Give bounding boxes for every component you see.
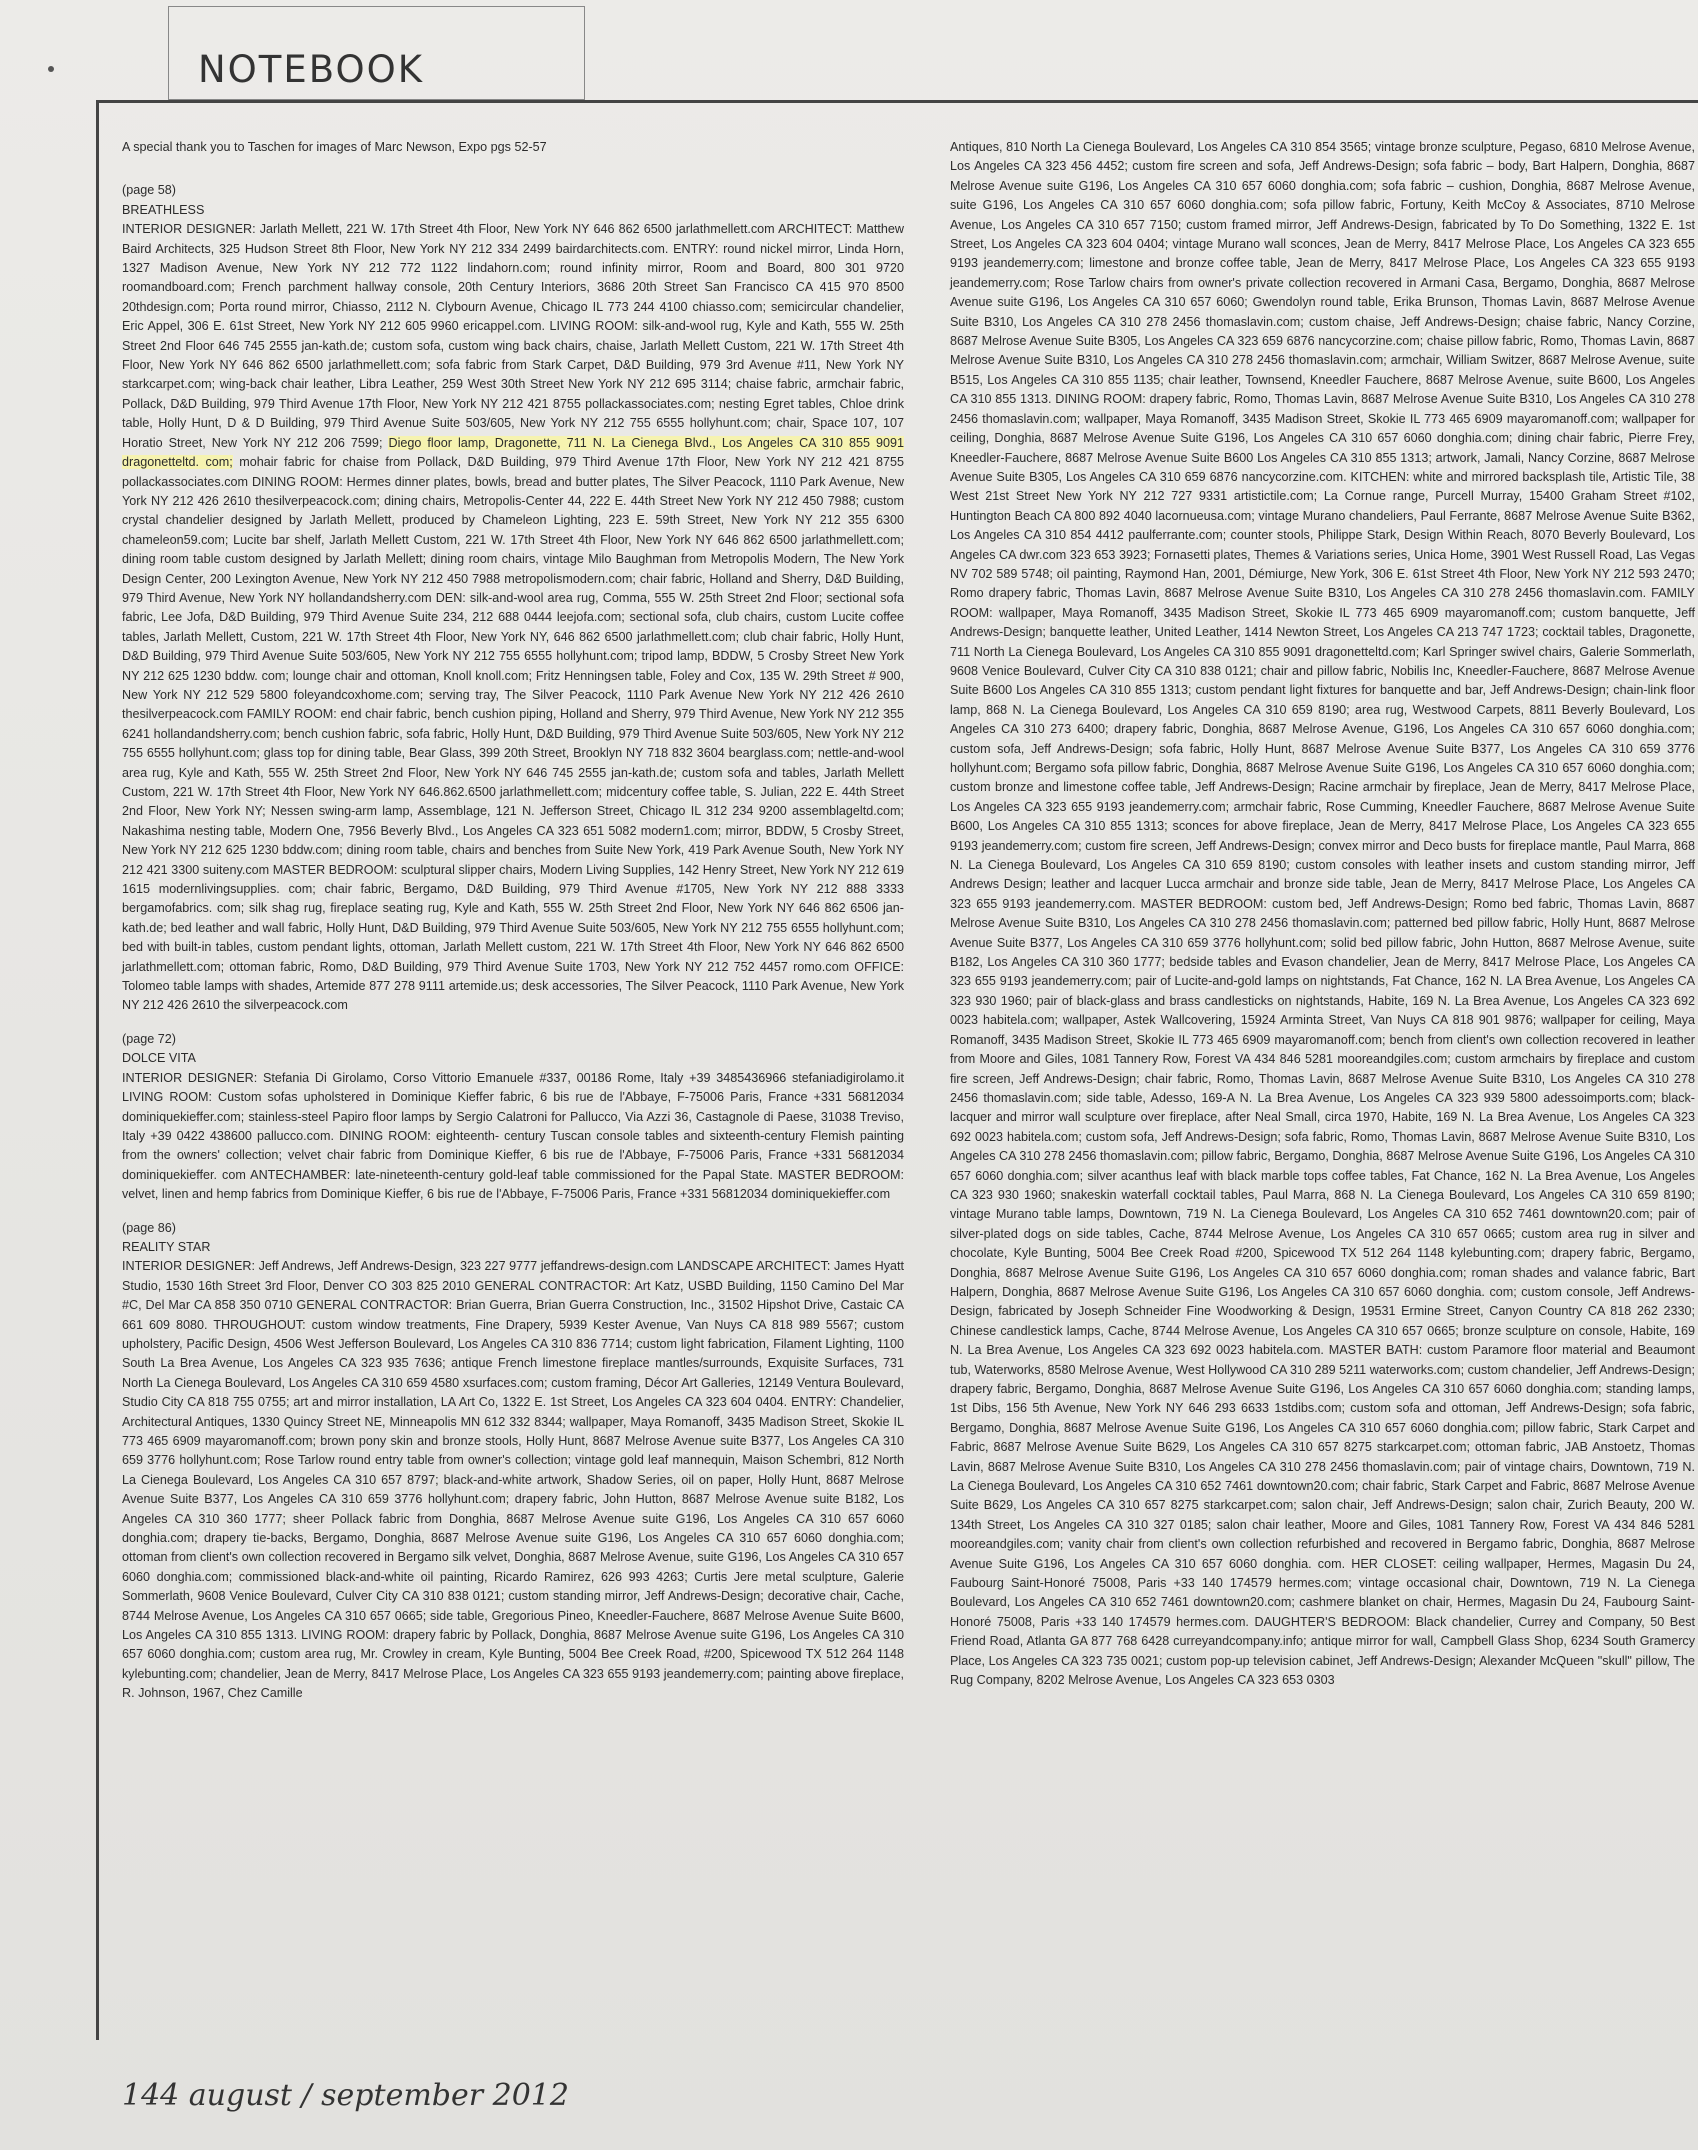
- right-column: [950, 138, 1695, 1691]
- left-column: [122, 138, 904, 1718]
- section-body: INTERIOR DESIGNER: Jeff Andrews, Jeff Andrews-Design, 323 227 9777 jeffandrews-design.com LANDSCAPE ARCHITECT: James Hyatt Studio, 1530 16th Street 3rd Floor, Denver CO 303 825 2010 GENERAL CONTRACTOR: Art Katz, USBD Building, 1150 Camino Del Mar #C, Del Mar CA 858 350 0710 GENERAL CONTRACTOR: Brian Guerra, Brian Guerra Construction, Inc., 31502 Hipshot Drive, Castaic CA 661 609 8080. THROUGHOUT: custom window treatments, Fine Drapery, 5939 Kester Avenue, Van Nuys CA 818 989 5567; custom upholstery, Pacific Design, 4506 West Jefferson Boulevard, Los Angeles CA 310 836 7714; custom light fabrication, Filament Lighting, 1100 South La Brea Avenue, Los Angeles CA 323 935 7636; antique French limestone fireplace mantles/surrounds, Exquisite Surfaces, 731 North La Cienega Boulevard, Los Angeles CA 310 659 4580 xsurfaces.com; custom framing, Décor Art Galleries, 12149 Ventura Boulevard, Studio City CA 818 755 0755; art and mirror installation, LA Art Co, 1322 E. 1st Street, Los Angeles CA 323 604 0404. ENTRY: Chandelier, Architectural Antiques, 1330 Quincy Street NE, Minneapolis MN 612 332 8344; wallpaper, Maya Romanoff, 3435 Madison Street, Skokie IL 773 465 6909 mayaromanoff.com; brown pony skin and bronze stools, Holly Hunt, 8687 Melrose Avenue suite B377, Los Angeles CA 310 659 3776 hollyhunt.com; Rose Tarlow round entry table from owner's collection; vintage gold leaf mannequin, Maison Schembri, 812 North La Cienega Boulevard, Los Angeles CA 310 657 8797; black-and-white artwork, Shadow Series, oil on paper, Holly Hunt, 8687 Melrose Avenue Suite B377, Los Angeles CA 310 659 3776 hollyhunt.com; drapery fabric, John Hutton, 8687 Melrose Avenue suite B182, Los Angeles CA 310 360 1777; sheer Pollack fabric from Donghia, 8687 Melrose Avenue suite G196, Los Angeles CA 310 657 6060 donghia.com; drapery tie-backs, Bergamo, Donghia, 8687 Melrose Avenue suite G196, Los Angeles CA 310 657 6060 donghia.com; ottoman from client's own collection recovered in Bergamo silk velvet, Donghia, 8687 Melrose Avenue, suite G196, Los Angeles CA 310 657 6060 donghia.com; commissioned black-and-white oil painting, Ricardo Ramirez, 626 993 4263; Curtis Jere metal sculpture, Galerie Sommerlath, 9608 Venice Boulevard, Culver City CA 310 838 0121; custom standing mirror, Jeff Andrews-Design; decorative chair, Cache, 8744 Melrose Avenue, Los Angeles CA 310 657 0665; side table, Gregorious Pineo, Kneedler-Fauchere, 8687 Melrose Avenue Suite B600, Los Angeles CA 310 855 1313. LIVING ROOM: drapery fabric by Pollack, Donghia, 8687 Melrose Avenue suite G196, Los Angeles CA 310 657 6060 donghia.com; custom area rug, Mr. Crowley in cream, Kyle Bunting, 5004 Bee Creek Road, #200, Spicewood TX 512 264 1148 kylebunting.com; chandelier, Jean de Merry, 8417 Melrose Place, Los Angeles CA 323 655 9193 jeandemerry.com; painting above fireplace, R. Johnson, 1967, Chez Camille: [122, 1259, 904, 1701]
- page-title: NOTEBOOK: [198, 48, 425, 91]
- section-breathless: [122, 181, 904, 1015]
- section-reality-star: [122, 1219, 904, 1704]
- page-dot: [48, 66, 54, 72]
- section-body: INTERIOR DESIGNER: Stefania Di Girolamo, Corso Vittorio Emanuele #337, 00186 Rome, Italy +39 3485436966 stefaniadigirolamo.it LIVING ROOM: Custom sofas upholstered in Dominique Kieffer fabric, 6 bis rue de l'Abbaye, F-75006 Paris, France +331 56812034 dominiquekieffer.com; stainless-steel Papiro floor lamps by Sergio Calatroni for Pallucco, Via Azzi 36, Castagnole di Paese, 31038 Treviso, Italy +39 0422 438600 pallucco.com. DINING ROOM: eighteenth- century Tuscan console tables and sixteenth-century Flemish painting from the owners' collection; velvet chair fabric from Dominique Kieffer, 6 bis rue de l'Abbaye, F-75006 Paris, France +331 56812034 dominiquekieffer. com ANTECHAMBER: late-nineteenth-century gold-leaf table commissioned for the Papal State. MASTER BEDROOM: velvet, linen and hemp fabrics from Dominique Kieffer, 6 bis rue de l'Abbaye, F-75006 Paris, France +331 56812034 dominiquekieffer.com: [122, 1070, 904, 1202]
- section-dolce-vita: [122, 1030, 904, 1205]
- section-title: BREATHLESS: [122, 202, 205, 217]
- section-body-part: INTERIOR DESIGNER: Jarlath Mellett, 221 W. 17th Street 4th Floor, New York NY 646 862 6500 jarlathmellett.com ARCHITECT: Matthew Baird Architects, 325 Hudson Street 8th Floor, New York NY 212 334 2499 bairdarchitects.com. ENTRY: round nickel mirror, Linda Horn, 1327 Madison Avenue, New York NY 212 772 1122 lindahorn.com; round infinity mirror, Room and Board, 800 301 9720 roomandboard.com; French parchment hallway console, 20th Century Interiors, 3686 20th Street San Francisco CA 415 970 8500 20thdesign.com; Porta round mirror, Chiasso, 2112 N. Clybourn Avenue, Chicago IL 773 244 4100 chiasso.com; semicircular chandelier, Eric Appel, 306 E. 61st Street, New York NY 212 605 9960 ericappel.com. LIVING ROOM: silk-and-wool rug, Kyle and Kath, 555 W. 25th Street 2nd Floor 646 745 2555 jan-kath.de; custom sofa, custom wing back chairs, chaise, Jarlath Mellett Custom, 221 W. 17th Street 4th Floor, New York NY 646 862 6500 jarlathmellett.com; sofa fabric from Stark Carpet, D&D Building, 979 3rd Avenue #11, New York NY starkcarpet.com; wing-back chair leather, Libra Leather, 259 West 30th Street New York NY 212 695 3114; chaise fabric, armchair fabric, Pollack, D&D Building, 979 Third Avenue 17th Floor, New York NY 212 421 8755 pollackassociates.com; nesting Egret tables, Chloe drink table, Holly Hunt, D & D Building, 979 Third Avenue Suite 503/605, New York NY 212 755 6555 hollyhunt.com; chair, Space 107, 107 Horatio Street, New York NY 212 206 7599;: [122, 222, 904, 450]
- section-title: DOLCE VITA: [122, 1051, 196, 1066]
- section-body: [122, 220, 904, 1016]
- section-title: REALITY STAR: [122, 1239, 211, 1254]
- highlighted-text: Diego floor lamp, Dragonette, 711 N. La Cienega Blvd., Los Angeles CA 310 855 9091 dragonetteltd. com;: [122, 435, 905, 470]
- intro-credit: A special thank you to Taschen for images of Marc Newson, Expo pgs 52-57: [122, 140, 547, 154]
- section-page-ref: (page 86): [122, 1220, 176, 1235]
- section-page-ref: (page 72): [122, 1031, 176, 1046]
- section-page-ref: (page 58): [122, 183, 176, 198]
- right-column-text: Antiques, 810 North La Cienega Boulevard, Los Angeles CA 310 854 3565; vintage bronze sculpture, Pegaso, 6810 Melrose Avenue, Los Angeles CA 323 456 4452; custom fire screen and sofa, Jeff Andrews-Design; sofa fabric – body, Bart Halpern, Donghia, 8687 Melrose Avenue suite G196, Los Angeles CA 310 657 6060 donghia.com; sofa fabric – cushion, Donghia, 8687 Melrose Avenue, suite G196, Los Angeles CA 310 657 6060 donghia.com; sofa pillow fabric, Fortuny, Keith McCoy & Associates, 8710 Melrose Avenue, Los Angeles CA 310 657 7150; custom framed mirror, Jeff Andrews-Design, fabricated by To Do Something, 1322 E. 1st Street, Los Angeles CA 323 604 0404; vintage Murano wall sconces, Jean de Merry, 8417 Melrose Place, Los Angeles CA 323 655 9193 jeandemerry.com; limestone and bronze coffee table, Jean de Merry, 8417 Melrose Place, Los Angeles CA 323 655 9193 jeandemerry.com; Rose Tarlow chairs from owner's private collection recovered in Armani Casa, Bergamo, Donghia, 8687 Melrose Avenue suite G196, Los Angeles CA 310 657 6060; Gwendolyn round table, Erika Brunson, Thomas Lavin, 8687 Melrose Avenue Suite B310, Los Angeles CA 310 278 2456 thomaslavin.com; custom chaise, Jeff Andrews-Design; chaise fabric, Nancy Corzine, 8687 Melrose Avenue Suite B305, Los Angeles CA 323 659 6876 nancycorzine.com; chaise pillow fabric, Romo, Thomas Lavin, 8687 Melrose Avenue Suite B310, Los Angeles CA 310 278 2456 thomaslavin.com; armchair, William Switzer, 8687 Melrose Avenue, suite B515, Los Angeles CA 310 855 1135; chair leather, Townsend, Kneedler Fauchere, 8687 Melrose Avenue, suite B600, Los Angeles CA 310 855 1313. DINING ROOM: drapery fabric, Romo, Thomas Lavin, 8687 Melrose Avenue Suite B310, Los Angeles CA 310 278 2456 thomaslavin.com; wallpaper, Maya Romanoff, 3435 Madison Street, Skokie IL 773 465 6909 mayaromanoff.com; wallpaper for ceiling, Donghia, 8687 Melrose Avenue Suite G196, Los Angeles CA 310 657 6060 donghia.com; dining chair fabric, Pierre Frey, Kneedler-Fauchere, 8687 Melrose Avenue Suite B600 Los Angeles CA 310 855 1313; artwork, Jamali, Nancy Corzine, 8687 Melrose Avenue Suite B305, Los Angeles CA 310 659 6876 nancycorzine.com. KITCHEN: white and mirrored backsplash tile, Artistic Tile, 38 West 21st Street New York NY 212 727 9331 artistictile.com; La Cornue range, Purcell Murray, 15400 Graham Street #102, Huntington Beach CA 800 892 4040 lacornueusa.com; vintage Murano chandeliers, Paul Ferrante, 8687 Melrose Avenue Suite B362, Los Angeles CA 310 854 4412 paulferrante.com; counter stools, Philippe Stark, Design Within Reach, 8070 Beverly Boulevard, Los Angeles CA dwr.com 323 653 3923; Fornasetti plates, Themes & Variations series, Unica Home, 3901 West Russell Road, Las Vegas NV 702 589 5748; oil painting, Raymond Han, 2001, Démiurge, New York, 306 E. 61st Street 4th Floor, New York NY 212 593 2470; Romo drapery fabric, Thomas Lavin, 8687 Melrose Avenue Suite B310, Los Angeles CA 310 278 2456 thomaslavin.com. FAMILY ROOM: wallpaper, Maya Romanoff, 3435 Madison Street, Skokie IL 773 465 6909 mayaromanoff.com; custom banquette, Jeff Andrews-Design; banquette leather, United Leather, 1414 Newton Street, Los Angeles CA 213 747 1723; cocktail tables, Dragonette, 711 North La Cienega Boulevard, Los Angeles CA 310 855 9091 dragonetteltd.com; Karl Springer swivel chairs, Galerie Sommerlath, 9608 Venice Boulevard, Culver City CA 310 838 0121; chair and pillow fabric, Nobilis Inc, Kneedler-Fauchere, 8687 Melrose Avenue Suite B600 Los Angeles CA 310 855 1313; custom pendant light fixtures for banquette and bar, Jeff Andrews-Design; chain-link floor lamp, 868 N. La Cienega Boulevard, Los Angeles CA 310 659 8190; area rug, Westwood Carpets, 8811 Beverly Boulevard, Los Angeles CA 310 273 6400; drapery fabric, Donghia, 8687 Melrose Avenue, G196, Los Angeles CA 310 657 6060 donghia.com; custom sofa, Jeff Andrews-Design; sofa fabric, Holly Hunt, 8687 Melrose Avenue Suite B377, Los Angeles CA 310 659 3776 hollyhunt.com; Bergamo sofa pillow fabric, Donghia, 8687 Melrose Avenue Suite G196, Los Angeles CA 310 657 6060 donghia.com; custom bronze and limestone coffee table, Jeff Andrews-Design; Racine armchair by fireplace, Jean de Merry, 8417 Melrose Place, Los Angeles CA 323 655 9193 jeandemerry.com; armchair fabric, Rose Cumming, Kneedler Fauchere, 8687 Melrose Avenue Suite B600, Los Angeles CA 310 855 1313; sconces for above fireplace, Jean de Merry, 8417 Melrose Place, Los Angeles CA 323 655 9193 jeandemerry.com; custom fire screen, Jeff Andrews-Design; convex mirror and Deco busts for fireplace mantle, Paul Marra, 868 N. La Cienega Boulevard, Los Angeles CA 310 659 8190; custom consoles with leather insets and custom standing mirror, Jeff Andrews Design; leather and lacquer Lucca armchair and bronze side table, Jean de Merry, 8417 Melrose Place, Los Angeles CA 323 655 9193 jeandemerry.com. MASTER BEDROOM: custom bed, Jeff Andrews-Design; Romo bed fabric, Thomas Lavin, 8687 Melrose Avenue Suite B310, Los Angeles CA 310 278 2456 thomaslavin.com; patterned bed pillow fabric, Holly Hunt, 8687 Melrose Avenue Suite B377, Los Angeles CA 310 659 3776 hollyhunt.com; solid bed pillow fabric, John Hutton, 8687 Melrose Avenue, suite B182, Los Angeles CA 310 360 1777; bedside tables and Evason chandelier, Jean de Merry, 8417 Melrose Place, Los Angeles CA 323 655 9193 jeandemerry.com; pair of Lucite-and-gold lamps on nightstands, Fat Chance, 162 N. LA Brea Avenue, Los Angeles CA 323 930 1960; pair of black-glass and brass candlesticks on nightstands, Habite, 169 N. La Brea Avenue, Los Angeles CA 323 692 0023 habitela.com; wallpaper, Astek Wallcovering, 15924 Arminta Street, Van Nuys CA 818 901 9876; wallpaper for ceiling, Maya Romanoff, 3435 Madison Street, Skokie IL 773 465 6909 mayaromanoff.com; bench from client's own collection recovered in leather from Moore and Giles, 1081 Tannery Row, Forest VA 434 846 5281 mooreandgiles.com; custom armchairs by fireplace and custom fire screen, Jeff Andrews-Design; chair fabric, Romo, Thomas Lavin, 8687 Melrose Avenue Suite B310, Los Angeles CA 310 278 2456 thomaslavin.com; side table, Adesso, 169-A N. La Brea Avenue, Los Angeles CA 323 939 5800 adessoimports.com; black-lacquer and mirror wall sculpture over fireplace, after Neal Small, circa 1970, Habite, 169 N. La Brea Avenue, Los Angeles CA 323 692 0023 habitela.com; custom sofa, Jeff Andrews-Design; sofa fabric, Romo, Thomas Lavin, 8687 Melrose Avenue Suite B310, Los Angeles CA 310 278 2456 thomaslavin.com; pillow fabric, Bergamo, Donghia, 8687 Melrose Avenue Suite G196, Los Angeles CA 310 657 6060 donghia.com; silver acanthus leaf with black marble tops coffee tables, Fat Chance, 162 N. La Brea Avenue, Los Angeles CA 323 930 1960; snakeskin waterfall cocktail tables, Paul Marra, 868 N. La Cienega Boulevard, Los Angeles CA 310 659 8190; vintage Murano table lamps, Downtown, 719 N. La Cienega Boulevard, Los Angeles CA 310 652 7461 downtown20.com; pair of silver-plated dogs on side tables, Cache, 8744 Melrose Avenue, Los Angeles CA 310 657 0665; custom area rug in silver and chocolate, Kyle Bunting, 5004 Bee Creek Road #200, Spicewood TX 512 264 1148 kylebunting.com; drapery fabric, Bergamo, Donghia, 8687 Melrose Avenue Suite G196, Los Angeles CA 310 657 6060 donghia.com; roman shades and valance fabric, Bart Halpern, Donghia, 8687 Melrose Avenue Suite G196, Los Angeles CA 310 657 6060 donghia. com; custom console, Jeff Andrews-Design, fabricated by Joseph Schneider Fine Woodworking & Design, 19531 Ermine Street, Canyon Country CA 818 262 2330; Chinese candlestick lamps, Cache, 8744 Melrose Avenue, Los Angeles CA 310 657 0665; bronze sculpture on console, Habite, 169 N. La Brea Avenue, Los Angeles CA 323 692 0023 habitela.com. MASTER BATH: custom Paramore floor material and Beaumont tub, Waterworks, 8580 Melrose Avenue, West Hollywood CA 310 289 5211 waterworks.com; custom chandelier, Jeff Andrews-Design; drapery fabric, Bergamo, Donghia, 8687 Melrose Avenue Suite G196, Los Angeles CA 310 657 6060 donghia.com; standing lamps, 1st Dibs, 156 5th Avenue, New York NY 646 293 6633 1stdibs.com; custom sofa and ottoman, Jeff Andrews-Design; sofa fabric, Bergamo, Donghia, 8687 Melrose Avenue Suite G196, Los Angeles CA 310 657 6060 donghia.com; pillow fabric, Stark Carpet and Fabric, 8687 Melrose Avenue Suite B629, Los Angeles CA 310 657 8275 starkcarpet.com; ottoman fabric, JAB Anstoetz, Thomas Lavin, 8687 Melrose Avenue Suite B310, Los Angeles CA 310 278 2456 thomaslavin.com; pair of vintage chairs, Downtown, 719 N. La Cienega Boulevard, Los Angeles CA 310 652 7461 downtown20.com; chair fabric, Stark Carpet and Fabric, 8687 Melrose Avenue Suite B629, Los Angeles CA 310 657 8275 starkcarpet.com; salon chair, Jeff Andrews-Design; salon chair, Zurich Beauty, 200 W. 134th Street, Los Angeles CA 310 327 0185; salon chair leather, Moore and Giles, 1081 Tannery Row, Forest VA 434 846 5281 mooreandgiles.com; vanity chair from client's own collection refurbished and recovered in Bergamo fabric, Donghia, 8687 Melrose Avenue Suite G196, Los Angeles CA 310 657 6060 donghia. com. HER CLOSET: ceiling wallpaper, Hermes, Magasin Du 24, Faubourg Saint-Honoré 75008, Paris +33 140 174579 hermes.com; vintage occasional chair, Downtown, 719 N. La Cienega Boulevard, Los Angeles CA 310 652 7461 downtown20.com; cashmere blanket on chair, Hermes, Magasin Du 24, Faubourg Saint-Honoré 75008, Paris +33 140 174579 hermes.com. DAUGHTER'S BEDROOM: Black chandelier, Currey and Company, 50 Best Friend Road, Atlanta GA 877 768 6428 curreyandcompany.info; antique mirror for wall, Campbell Glass Shop, 6234 South Gramercy Place, Los Angeles CA 323 735 0021; custom pop-up television cabinet, Jeff Andrews-Design; Alexander McQueen "skull" pillow, The Rug Company, 8202 Melrose Avenue, Los Angeles CA 323 653 0303: [950, 140, 1695, 1688]
- page-folio: 144 august / september 2012: [122, 2078, 569, 2113]
- section-body-part: mohair fabric for chaise from Pollack, D&D Building, 979 Third Avenue 17th Floor, New York NY 212 421 8755 pollackassociates.com DINING ROOM: Hermes dinner plates, bowls, bread and butter plates, The Silver Peacock, 1110 Park Avenue, New York NY 212 426 2610 thesilverpeacock.com; dining chairs, Metropolis-Center 44, 222 E. 44th Street New York NY 212 450 7988; custom crystal chandelier designed by Jarlath Mellett, produced by Chameleon Lighting, 223 E. 59th Street, New York NY 212 355 6300 chameleon59.com; Lucite bar shelf, Jarlath Mellett Custom, 221 W. 17th Street 4th Floor, New York NY 646 862 6500 jarlathmellett.com; dining room table custom designed by Jarlath Mellett; dining room chairs, vintage Milo Baughman from Metropolis Modern, The New York Design Center, 200 Lexington Avenue, New York NY 212 450 7988 metropolismodern.com; chair fabric, Holland and Sherry, D&D Building, 979 Third Avenue, New York NY hollandandsherry.com DEN: silk-and-wool area rug, Comma, 555 W. 25th Street 2nd Floor; sectional sofa fabric, Lee Jofa, D&D Building, 979 Third Avenue Suite 234, 212 688 0444 leejofa.com; sectional sofa, club chairs, custom Lucite coffee tables, Jarlath Mellett, Custom, 221 W. 17th Street 4th Floor, New York NY, 646 862 6500 jarlathmellett.com; club chair fabric, Holly Hunt, D&D Building, 979 Third Avenue Suite 503/605, New York NY 212 755 6555 hollyhunt.com; tripod lamp, BDDW, 5 Crosby Street New York NY 212 625 1230 bddw. com; lounge chair and ottoman, Knoll knoll.com; Fritz Henningsen table, Foley and Cox, 135 W. 29th Street # 900, New York NY 212 529 5800 foleyandcoxhome.com; serving tray, The Silver Peacock, 1110 Park Avenue New York NY 212 426 2610 thesilverpeacock.com FAMILY ROOM: end chair fabric, bench cushion piping, Holland and Sherry, 979 Third Avenue, New York NY 212 355 6241 hollandandsherry.com; bench cushion fabric, sofa fabric, Holly Hunt, D&D Building, 979 Third Avenue Suite 503/605, New York NY 212 755 6555 hollyhunt.com; glass top for dining table, Bear Glass, 399 20th Street, Brooklyn NY 718 832 3604 bearglass.com; nettle-and-wool area rug, Kyle and Kath, 555 W. 25th Street 2nd Floor, New York NY 646 745 2555 jan-kath.de; custom sofa and tables, Jarlath Mellett Custom, 221 W. 17th Street 4th Floor, New York NY 646.862.6500 jarlathmellett.com; midcentury coffee table, S. Julian, 222 E. 44th Street 2nd Floor, New York NY; Nessen swing-arm lamp, Assemblage, 121 N. Jefferson Street, Chicago IL 312 234 9200 assemblageltd.com; Nakashima nesting table, Modern One, 7956 Beverly Blvd., Los Angeles CA 323 651 5082 modern1.com; mirror, BDDW, 5 Crosby Street, New York NY 212 625 1230 bddw.com; dining room table, chairs and benches from Suite New York, 419 Park Avenue South, New York NY 212 421 3300 suiteny.com MASTER BEDROOM: sculptural slipper chairs, Modern Living Supplies, 142 Henry Street, New York NY 212 619 1615 modernlivingsupplies. com; chair fabric, Bergamo, D&D Building, 979 Third Avenue #1705, New York NY 212 888 3333 bergamofabrics. com; silk shag rug, fireplace seating rug, Kyle and Kath, 555 W. 25th Street 2nd Floor, New York NY 646 862 6506 jan-kath.de; bed leather and wall fabric, Holly Hunt, D&D Building, 979 Third Avenue Suite 503/605, New York NY 212 755 6555 hollyhunt.com; bed with built-in tables, custom pendant lights, ottoman, Jarlath Mellett custom, 221 W. 17th Street 4th Floor, New York NY 646 862 6500 jarlathmellett.com; ottoman fabric, Romo, D&D Building, 979 Third Avenue Suite 1703, New York NY 212 752 4457 romo.com OFFICE: Tolomeo table lamps with shades, Artemide 877 278 9111 artemide.us; desk accessories, The Silver Peacock, 1110 Park Avenue, New York NY 212 426 2610 the silverpeacock.com: [122, 455, 905, 1013]
